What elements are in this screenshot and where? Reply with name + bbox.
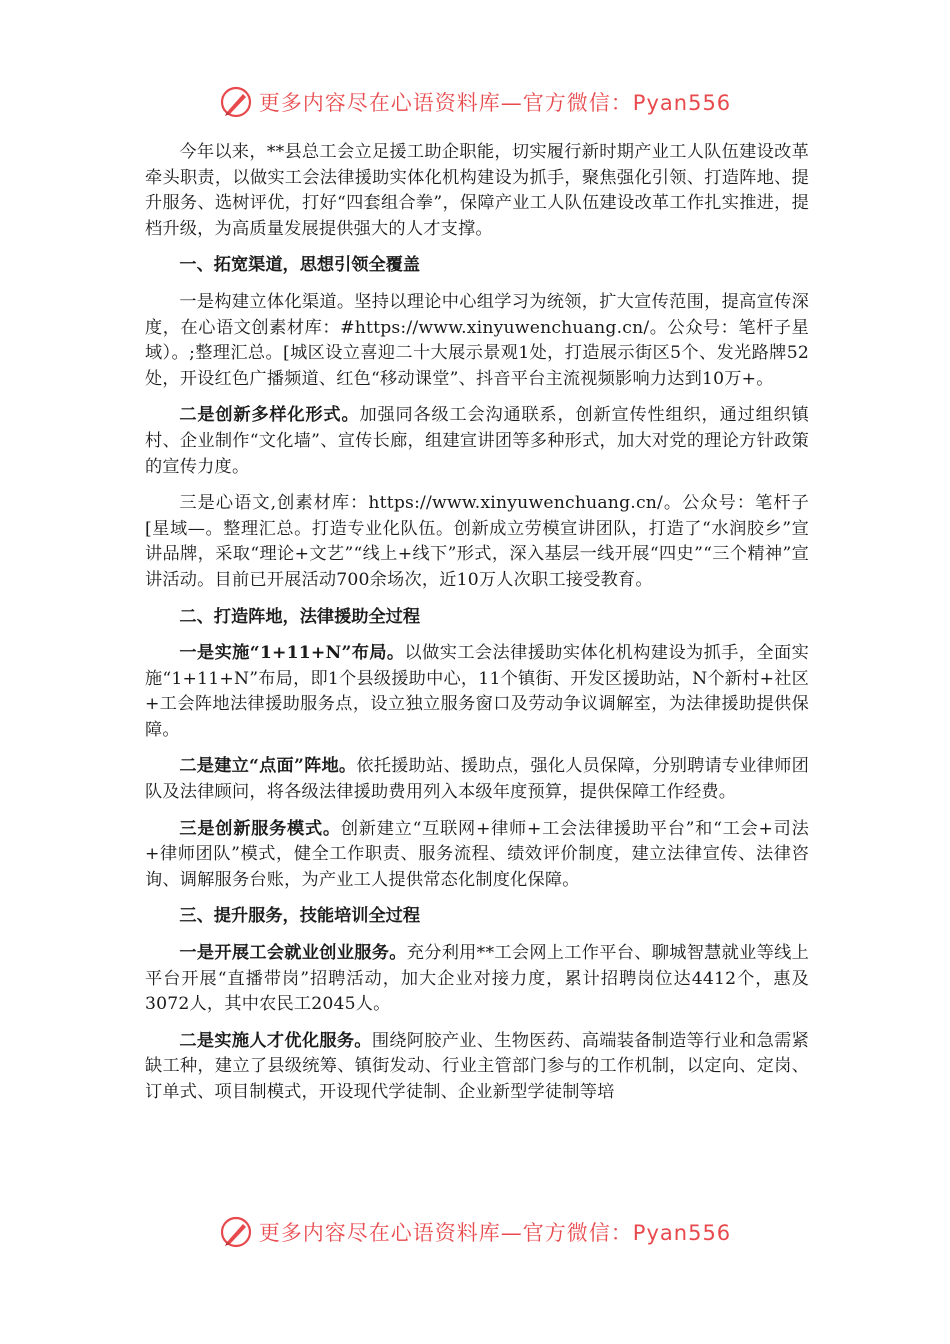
paragraph-2c-text: 创新建立“互联网+律师+工会法律援助平台”和“工会+司法+律师团队”模式，健全工作职责、服务流程、绩效评价制度，建立法律宣传、法律咨询、调解服务台账，为产业工人提供常态化制度化保障。: [145, 818, 809, 890]
section-heading-3: 三、提升服务，技能培训全过程: [179, 906, 421, 927]
paragraph-2a: [145, 641, 809, 743]
paragraph-3b: [145, 1029, 809, 1106]
paragraph-1c: 三是心语文,创素材库：https://www.xinyuwenchuang.cn/。公众号：笔杆子[星域—。整理汇总。打造专业化队伍。创新成立劳模宣讲团队，打造了“水润胶乡”宣讲品牌，采取“理论+文艺”“线上+线下”形式，深入基层一线开展“四史”“三个精神”宣讲活动。目前已开展活动700余场次，近10万人次职工接受教育。: [145, 493, 809, 590]
document-body: [145, 140, 809, 1117]
paragraph-2b: [145, 754, 809, 805]
paragraph-3a-text: 充分利用**工会网上工作平台、聊城智慧就业等线上平台开展“直播带岗”招聘活动，加大企业对接力度，累计招聘岗位达4412个，惠及3072人，其中农民工2045人。: [145, 943, 809, 1015]
section-heading-1: 一、拓宽渠道，思想引领全覆盖: [179, 255, 421, 276]
banner-text: 更多内容尽在心语资料库—官方微信：Pyan556: [258, 91, 732, 115]
paragraph-1b: [145, 403, 809, 480]
paragraph-2a-text: 以做实工会法律援助实体化机构建设为抓手，全面实施“1+11+N”布局，即1个县级援助中心，11个镇街、开发区援助站，N个新村+社区+工会阵地法律援助服务点，设立独立服务窗口及劳动争议调解室，为法律援助提供保障。: [145, 643, 809, 740]
top-watermark-banner: [0, 82, 950, 122]
paragraph-3b-lead: 二是实施人才优化服务。: [179, 1030, 372, 1051]
paragraph-1b-lead: 二是创新多样化形式。: [179, 405, 360, 426]
paragraph-2c-lead: 三是创新服务模式。: [179, 818, 341, 839]
section-heading-2: 二、打造阵地，法律援助全过程: [179, 606, 421, 627]
bottom-watermark-banner: [0, 1212, 950, 1252]
paragraph-2c: [145, 817, 809, 894]
paragraph-3a-lead: 一是开展工会就业创业服务。: [179, 943, 407, 964]
paragraph-2b-text: 依托援助站、援助点，强化人员保障，分别聘请专业律师团队及法律顾问，将各级法律援助费用列入本级年度预算，提供保障工作经费。: [145, 756, 810, 803]
paragraph-3b-text: 围绕阿胶产业、生物医药、高端装备制造等行业和急需紧缺工种，建立了县级统筹、镇街发动、行业主管部门参与的工作机制，以定向、定岗、订单式、项目制模式，开设现代学徒制、企业新型学徒制等培: [145, 1030, 809, 1102]
paragraph-1a: 一是构建立体化渠道。坚持以理论中心组学习为统领，扩大宣传范围，提高宣传深度，在心语文创素材库：#https://www.xinyuwenchuang.cn/。公众号：笔杆子星域）。;整理汇总。[城区设立喜迎二十大展示景观1处，打造展示街区5个、发光路牌52处，开设红色广播频道、红色“移动课堂”、抖音平台主流视频影响力达到10万+。: [145, 291, 809, 389]
paragraph-3a: [145, 941, 809, 1018]
paragraph-2b-lead: 二是建立“点面”阵地。: [179, 756, 357, 777]
banner-text: 更多内容尽在心语资料库—官方微信：Pyan556: [258, 1221, 732, 1245]
pen-logo-icon: [219, 1215, 253, 1249]
paragraph-2a-lead: 一是实施“1+11+N”布局。: [179, 643, 405, 664]
paragraph-1b-text: 加强同各级工会沟通联系，创新宣传性组织，通过组织镇村、企业制作“文化墙”、宣传长廊，组建宣讲团等多种形式，加大对党的理论方针政策的宣传力度。: [145, 405, 809, 477]
intro-paragraph: 今年以来，**县总工会立足援工助企职能，切实履行新时期产业工人队伍建设改革牵头职责，以做实工会法律援助实体化机构建设为抓手，聚焦强化引领、打造阵地、提升服务、选树评优，打好“四套组合拳”，保障产业工人队伍建设改革工作扎实推进，提档升级，为高质量发展提供强大的人才支撑。: [145, 142, 809, 239]
pen-logo-icon: [219, 85, 253, 119]
